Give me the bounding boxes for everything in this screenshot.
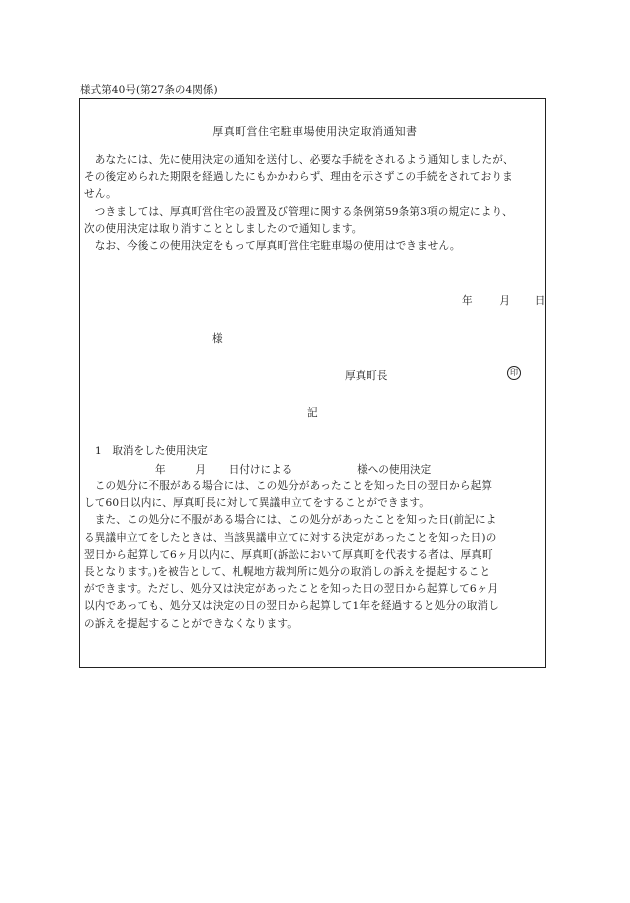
item1-detail: [155, 462, 431, 477]
date-month: 月: [499, 295, 510, 307]
body-line: つきましては、厚真町営住宅の設置及び管理に関する条例第59条第3項の規定により、: [84, 205, 513, 218]
appeal-line: 長となります。)を被告として、札幌地方裁判所に処分の取消しの訴えを提起すること: [84, 566, 491, 579]
appeal-line: る異議申立てをしたときは、当該異議申立てに対する決定があったことを知った日)の: [84, 531, 497, 544]
date-year: 年: [462, 295, 473, 307]
item1-heading: 1 取消をした使用決定: [95, 445, 208, 457]
appeal-line: 翌日から起算して6ヶ月以内に、厚真町(訴訟において厚真町を代表する者は、厚真町: [84, 548, 493, 561]
appeal-line: この処分に不服がある場合には、この処分があったことを知った日の翌日から起算: [84, 480, 493, 492]
body-line: その後定められた期限を経過したにもかかわらず、理由を示さずこの手続をされておりま: [84, 171, 513, 184]
appeal-line: して60日以内に、厚真町長に対して異議申立てをすることができます。: [84, 497, 430, 510]
appeal-notice: [84, 478, 544, 633]
appeal-line: 以内であっても、処分又は決定の日の翌日から起算して1年を経過すると処分の取消し: [84, 600, 500, 613]
issuer-name: 厚真町長: [345, 370, 388, 382]
body-line: なお、今後この使用決定をもって厚真町営住宅駐車場の使用はできません。: [84, 240, 461, 253]
document-title: 厚真町営住宅駐車場使用決定取消通知書: [212, 125, 418, 138]
item1-dated: 日付けによる: [228, 464, 293, 476]
appeal-line: の訴えを提起することができなくなります。: [84, 617, 299, 630]
body-line: あなたには、先に使用決定の通知を送付し、必要な手続をされるよう通知しましたが、: [84, 154, 514, 166]
body-line: せん。: [84, 188, 117, 201]
notice-body: [84, 152, 544, 255]
date-day: 日: [534, 295, 546, 307]
form-number: 様式第40号(第27条の4関係): [80, 84, 218, 96]
date-line: [462, 293, 545, 308]
seal-mark: 印: [507, 366, 521, 380]
body-line: 次の使用決定は取り消すこととしましたので通知します。: [84, 222, 363, 235]
item1-sama-decision: 様への使用決定: [357, 464, 432, 476]
item1-year: 年: [155, 464, 166, 476]
ki-heading: 記: [307, 407, 318, 419]
appeal-line: ができます。ただし、処分又は決定があったことを知った日の翌日から起算して6ヶ月: [84, 583, 499, 596]
appeal-line: また、この処分に不服がある場合には、この処分があったことを知った日(前記によ: [84, 514, 497, 527]
addressee-suffix: 様: [212, 333, 223, 345]
item1-month: 月: [195, 464, 206, 476]
